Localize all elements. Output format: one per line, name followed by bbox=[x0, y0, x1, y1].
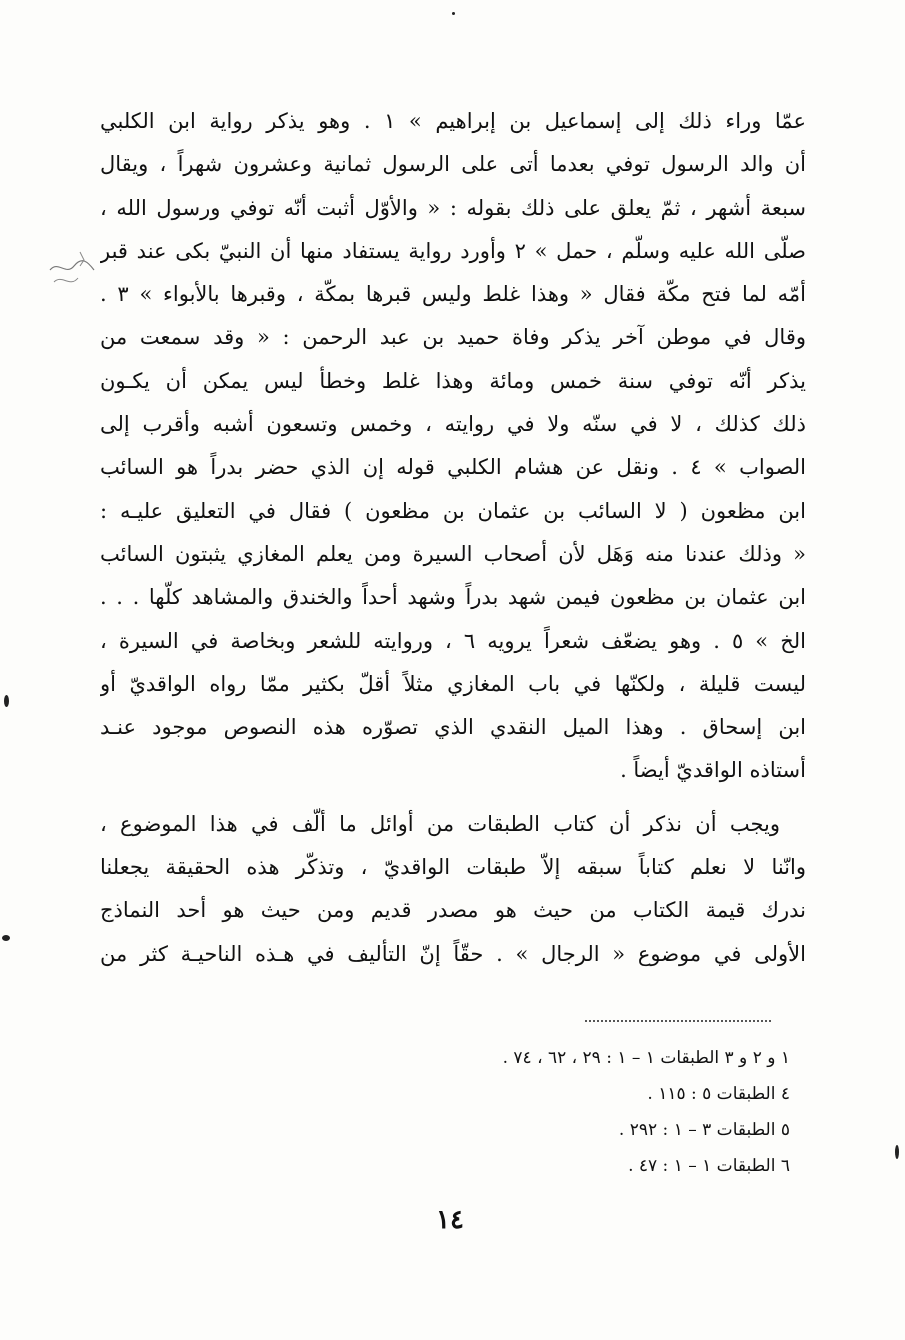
text-line: الأولى في موضوع « الرجال » . حقّاً إنّ التأليف في هـذه الناحيـة كثر من bbox=[100, 941, 806, 966]
text-line: « وذلك عندنا منه وَهَل لأن أصحاب السيرة ومن يعلم المغازي يثبتون السائب bbox=[100, 541, 806, 566]
text-line: ابن مظعون ( لا السائب بن عثمان بن مظعون ) فقال في التعليق عليـه : bbox=[100, 498, 806, 523]
text-line: ليست قليلة ، ولكنّها في باب المغازي مثلاً أقلّ بكثير ممّا رواه الواقديّ أو bbox=[100, 671, 806, 696]
text-line: ابن إسحاق . وهذا الميل النقدي الذي تصوّره هذه النصوص موجود عنـد bbox=[100, 715, 806, 740]
text-line: ندرك قيمة الكتاب من حيث هو مصدر قديم ومن حيث هو أحد النماذج bbox=[100, 898, 806, 923]
text-line: سبعة أشهر ، ثمّ يعلق على ذلك بقوله : « والأوّل أثبت أنّه توفي ورسول الله ، bbox=[100, 195, 806, 220]
text-line: أمّه لما فتح مكّة فقال « وهذا غلط وليس قبرها بمكّة ، وقبرها بالأبواء » ٣ . bbox=[100, 282, 806, 307]
text-line: ابن عثمان بن مظعون فيمن شهد بدراً وشهد أحداً والخندق والمشاهد كلّها . . . bbox=[100, 585, 806, 610]
footnote: ٦ الطبقات ١ – ١ : ٤٧ . bbox=[628, 1156, 790, 1176]
text-line: ويجب أن نذكر أن كتاب الطبقات من أوائل ما ألّف في هذا الموضوع ، bbox=[100, 811, 780, 836]
text-line: أن والد الرسول توفي بعدما أتى على الرسول ثمانية وعشرون شهراً ، ويقال bbox=[100, 152, 806, 177]
text-line: وانّنا لا نعلم كتاباً سبقه إلاّ طبقات الواقديّ ، وتذكّر هذه الحقيقة يجعلنا bbox=[100, 855, 806, 880]
footnote: ١ و ٢ و ٣ الطبقات ١ – ١ : ٢٩ ، ٦٢ ، ٧٤ . bbox=[502, 1048, 790, 1068]
footnote: ٥ الطبقات ٣ – ١ : ٢٩٢ . bbox=[618, 1120, 790, 1140]
text-line: أستاذه الواقديّ أيضاً . bbox=[620, 758, 806, 783]
text-line: الصواب » ٤ . ونقل عن هشام الكلبي قوله إن الذي حضر بدراً هو السائب bbox=[100, 455, 806, 480]
text-line: عمّا وراء ذلك إلى إسماعيل بن إبراهيم » ١ . وهو يذكر رواية ابن الكلبي bbox=[100, 109, 806, 133]
footnote: ٤ الطبقات ٥ : ١١٥ . bbox=[647, 1084, 790, 1104]
text-line: الخ » ٥ . وهو يضعّف شعراً يرويه ٦ ، وروايته للشعر وبخاصة في السيرة ، bbox=[100, 628, 806, 653]
handwritten-margin-note bbox=[40, 240, 100, 300]
page-number: ١٤ bbox=[436, 1205, 464, 1235]
scan-speck bbox=[4, 695, 9, 707]
text-line: صلّى الله عليه وسلّم ، حمل » ٢ وأورد رواية يستفاد منها أن النبيّ بكى عند قبر bbox=[100, 238, 806, 263]
footnotes bbox=[380, 1040, 790, 1184]
scan-speck bbox=[895, 1145, 899, 1159]
scan-speck bbox=[452, 12, 455, 15]
paragraph-gap bbox=[100, 793, 806, 803]
text-line: وقال في موطن آخر يذكر وفاة حميد بن عبد الرحمن : « وقد سمعت من bbox=[100, 325, 806, 350]
text-line: ذلك كذلك ، لا في سنّه ولا في روايته ، وخمس وتسعون أشبه وأقرب إلى bbox=[100, 412, 806, 437]
scan-speck bbox=[2, 935, 10, 941]
text-line: يذكر أنّه توفي سنة خمس ومائة وهذا غلط وخطأ ليس يمكن أن يكـون bbox=[100, 368, 806, 393]
footnote-separator bbox=[585, 1020, 771, 1022]
main-text bbox=[100, 100, 806, 976]
